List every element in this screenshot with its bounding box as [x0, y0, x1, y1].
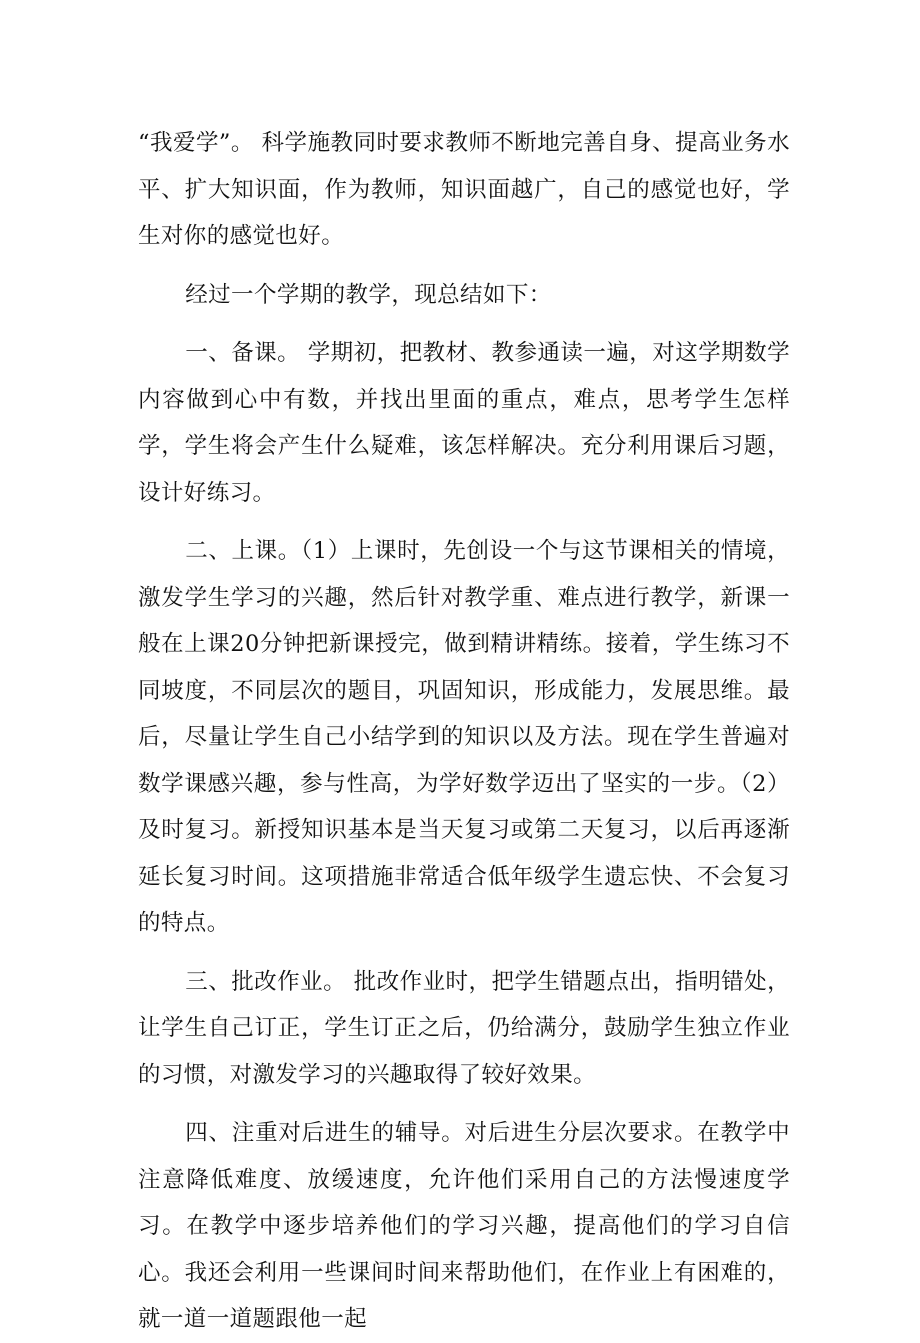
paragraph-struggling-students: 四、注重对后进生的辅导。对后进生分层次要求。在教学中注意降低难度、放缓速度，允许他们采用自己的方法慢速度学习。在教学中逐步培养他们的学习兴趣，提高他们的学习自信心。我还会利用一些课间时间来帮助他们，在作业上有困难的，就一道一道题跟他一起 — [138, 1120, 790, 1332]
paragraph-lesson-preparation: 一、备课。 学期初，把教材、教参通读一遍，对这学期数学内容做到心中有数，并找出里面的重点，难点，思考学生怎样学，学生将会产生什么疑难，该怎样解决。充分利用课后习题，设计好练习。 — [138, 340, 790, 506]
paragraph-homework-correction: 三、批改作业。 批改作业时，把学生错题点出，指明错处，让学生自己订正，学生订正之后，仍给满分，鼓励学生独立作业的习惯，对激发学习的兴趣取得了较好效果。 — [138, 968, 790, 1088]
paragraph-teaching-class: 二、上课。（1）上课时，先创设一个与这节课相关的情境，激发学生学习的兴趣，然后针对教学重、难点进行教学，新课一般在上课20分钟把新课授完，做到精讲精练。接着，学生练习不同坡度，不同层次的题目，巩固知识，形成能力，发展思维。最后，尽量让学生自己小结学到的知识以及方法。现在学生普遍对数学课感兴趣，参与性高，为学好数学迈出了坚实的一步。（2）及时复习。新授知识基本是当天复习或第二天复习，以后再逐渐延长复习时间。这项措施非常适合低年级学生遗忘快、不会复习的特点。 — [138, 538, 790, 936]
paragraph-intro-continued: “我爱学”。 科学施教同时要求教师不断地完善自身、提高业务水平、扩大知识面，作为教师，知识面越广，自己的感觉也好，学生对你的感觉也好。 — [138, 130, 790, 249]
paragraph-summary-lead: 经过一个学期的教学，现总结如下： — [185, 281, 552, 308]
document-body — [138, 120, 790, 1343]
